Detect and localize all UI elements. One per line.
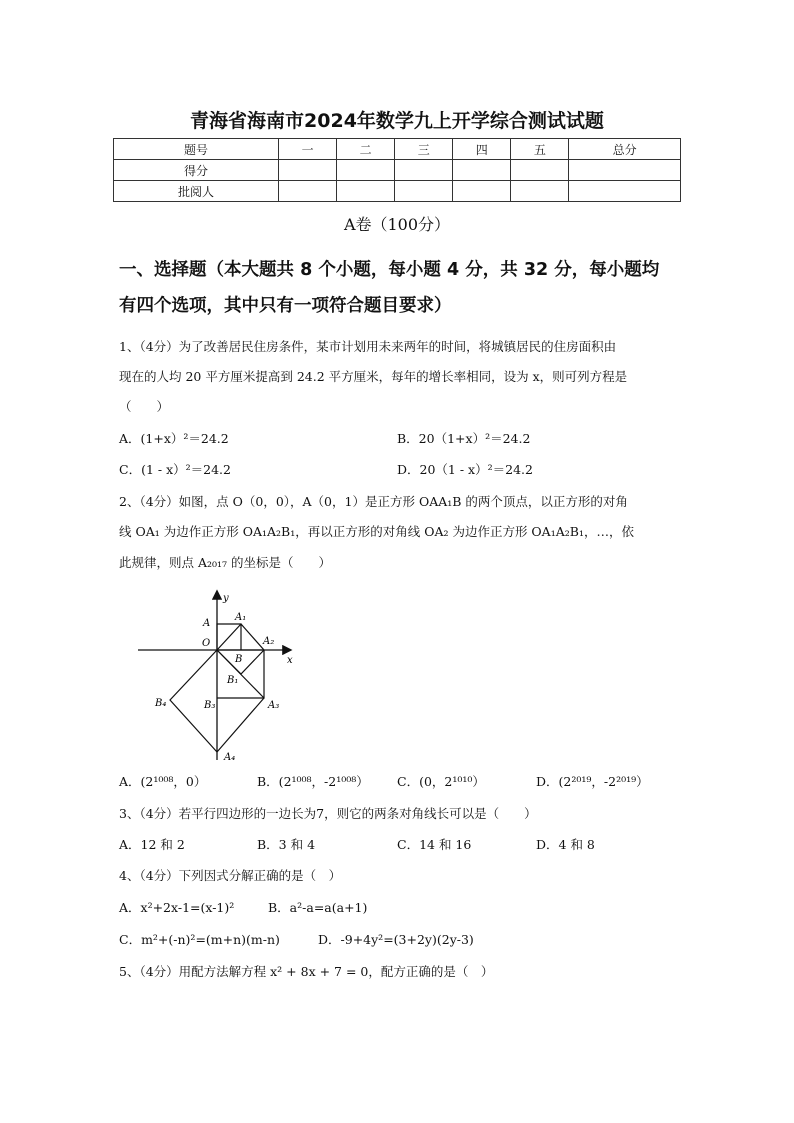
q4-line1: 4、（4分）下列因式分解正确的是（ ） <box>119 868 342 883</box>
header-cell: 一 <box>279 139 337 160</box>
header-cell: 四 <box>453 139 511 160</box>
q1-option-c: C．(1 - x）²＝24.2 <box>119 462 231 477</box>
diagonal-oa1 <box>217 624 241 650</box>
label-y: y <box>223 593 229 604</box>
grader-cell <box>337 181 395 202</box>
q1-line1: 1、（4分）为了改善居民住房条件，某市计划用未来两年的时间，将城镇居民的住房面积由 <box>119 339 617 354</box>
section-heading-line2: 有四个选项，其中只有一项符合题目要求） <box>119 296 452 316</box>
label-a1: A₁ <box>235 612 247 623</box>
q3-option-d: D．4 和 8 <box>536 837 595 852</box>
q1-option-a: A．(1+x）²＝24.2 <box>119 431 229 446</box>
grader-cell <box>395 181 453 202</box>
exam-title: 青海省海南市2024年数学九上开学综合测试试题 <box>190 110 604 132</box>
score-row <box>114 160 681 181</box>
row-label: 得分 <box>114 160 279 181</box>
score-cell <box>569 160 681 181</box>
score-table <box>113 138 681 202</box>
label-x: x <box>287 655 293 666</box>
q2-option-a: A．(2¹⁰⁰⁸，0） <box>119 774 207 789</box>
q1-option-b: B．20（1+x）²＝24.2 <box>397 431 531 446</box>
label-a: A <box>203 618 211 629</box>
header-cell: 三 <box>395 139 453 160</box>
score-table-header-row <box>114 139 681 160</box>
q3-line1: 3、（4分）若平行四边形的一边长为7，则它的两条对角线长可以是（ ） <box>119 806 537 821</box>
header-cell: 总分 <box>569 139 681 160</box>
q3-option-b: B．3 和 4 <box>257 837 316 852</box>
label-o: O <box>202 638 211 649</box>
header-cell: 题号 <box>114 139 279 160</box>
score-cell <box>337 160 395 181</box>
score-cell <box>395 160 453 181</box>
q2-line3: 此规律，则点 A₂₀₁₇ 的坐标是（ ） <box>119 555 332 570</box>
q1-line2: 现在的人均 20 平方厘米提高到 24.2 平方厘米，每年的增长率相同，设为 x，则可列方程是 <box>119 369 628 384</box>
score-cell <box>511 160 569 181</box>
grader-cell <box>569 181 681 202</box>
grader-cell <box>453 181 511 202</box>
q1-option-d: D．20（1 - x）²＝24.2 <box>397 462 533 477</box>
label-a4: A₄ <box>224 752 236 763</box>
header-cell: 二 <box>337 139 395 160</box>
label-a2: A₂ <box>263 636 275 647</box>
header-cell: 五 <box>511 139 569 160</box>
score-cell <box>279 160 337 181</box>
label-b3: B₃ <box>204 700 216 711</box>
q4-option-d: D．-9+4y²=(3+2y)(2y-3) <box>318 932 474 947</box>
label-a3: A₃ <box>268 700 280 711</box>
q5-line1: 5、（4分）用配方法解方程 x² + 8x + 7 = 0，配方正确的是（ ） <box>119 964 494 979</box>
grader-cell <box>511 181 569 202</box>
grader-row <box>114 181 681 202</box>
q3-option-a: A．12 和 2 <box>119 837 185 852</box>
label-b1: B₁ <box>227 675 239 686</box>
score-cell <box>453 160 511 181</box>
volume-heading: A卷（100分） <box>343 215 451 234</box>
q2-option-d: D．(2²⁰¹⁹，-2²⁰¹⁹） <box>536 774 649 789</box>
label-b: B <box>235 654 243 665</box>
q4-option-c: C．m²+(-n)²=(m+n)(m-n) <box>119 932 280 947</box>
q2-option-b: B．(2¹⁰⁰⁸，-2¹⁰⁰⁸） <box>257 774 369 789</box>
label-b4: B₄ <box>155 698 167 709</box>
q3-option-c: C．14 和 16 <box>397 837 472 852</box>
q2-option-c: C．(0，2¹⁰¹⁰） <box>397 774 485 789</box>
q4-option-b: B．a²-a=a(a+1) <box>268 900 368 915</box>
row-label: 批阅人 <box>114 181 279 202</box>
section-heading-line1: 一、选择题（本大题共 8 个小题，每小题 4 分，共 32 分，每小题均 <box>119 260 660 280</box>
square-spiral-figure <box>138 588 298 768</box>
grader-cell <box>279 181 337 202</box>
q1-line3: （ ） <box>119 399 170 414</box>
q4-option-a: A．x²+2x-1=(x-1)² <box>119 900 235 915</box>
q2-line1: 2、（4分）如图，点 O（0，0），A（0，1）是正方形 OAA₁B 的两个顶点，以正方形的对角 <box>119 494 628 509</box>
q2-line2: 线 OA₁ 为边作正方形 OA₁A₂B₁，再以正方形的对角线 OA₂ 为边作正方形 OA₁A₂B₁，…，依 <box>119 524 634 539</box>
